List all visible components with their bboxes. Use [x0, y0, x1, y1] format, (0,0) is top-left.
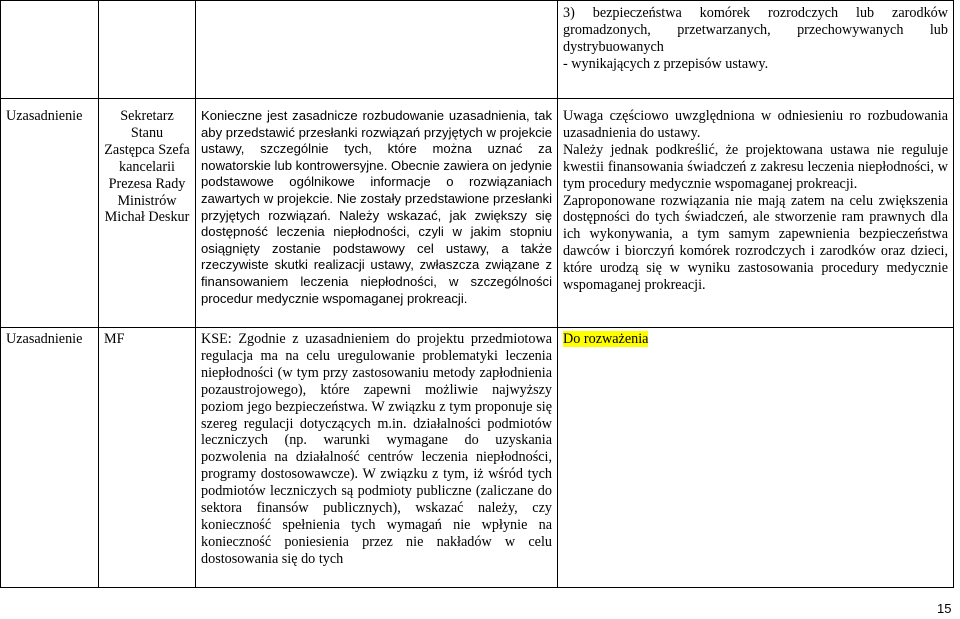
type-cell: Uzasadnienie	[1, 328, 99, 588]
table-row	[1, 99, 954, 328]
comment-cell: Konieczne jest zasadnicze rozbudowanie uzasadnienia, tak aby przedstawić przesłanki rozwiązań przyjętych w projekcie ustawy, szczególnie tych, które można uznać za nowatorskie lub kontrowersyjne. Obecnie zawiera on jedynie podstawowe ogólnikowe informacje o rozwiązaniach zawartych w projekcie. Nie zostały przedstawione przesłanki przyjętych rozwiązań. Należy wskazać, jak zwiększy się dostępność leczenia niepłodności, czyli w jakim stopniu osiągnięty zostanie podstawowy cel ustawy, a także rzeczywiste skutki realizacji ustawy, zwłaszcza związane z finansowaniem leczenia niepłodności, w szczególności procedur medycznie wspomaganej prokreacji.	[196, 99, 558, 328]
response-cell-continuation	[558, 1, 954, 99]
response-cell	[558, 328, 954, 588]
page-number: 15	[937, 601, 952, 616]
response-paragraph: Uwaga częściowo uwzględniona w odniesieniu ro rozbudowania uzasadnienia do ustawy.	[563, 108, 948, 141]
empty-cell-organization	[99, 1, 196, 99]
type-cell: Uzasadnienie	[1, 99, 99, 328]
highlighted-response: Do rozważenia	[563, 331, 649, 347]
organization-cell: Sekretarz Stanu Zastępca Szefa kancelarii Prezesa Rady Ministrów Michał Deskur	[99, 99, 196, 328]
response-paragraph: - wynikających z przepisów ustawy.	[563, 55, 769, 72]
organization-cell: MF	[99, 328, 196, 588]
empty-cell-type	[1, 1, 99, 99]
response-cell	[558, 99, 954, 328]
response-paragraph: Należy jednak podkreślić, że projektowana ustawa nie reguluje kwestii finansowania świadczeń z zakresu leczenia niepłodności, w tym procedury medycznie wspomaganej prokreacji.	[563, 141, 948, 192]
empty-cell-comment	[196, 1, 558, 99]
comment-cell: KSE: Zgodnie z uzasadnieniem do projektu przedmiotowa regulacja ma na celu uregulowanie problematyki leczenia niepłodności (w tym przy zastosowaniu metody zapłodnienia pozaustrojowego), które zapewni możliwie najwyższy poziom jego bezpieczeństwa. W związku z tym proponuje się szereg regulacji dotyczących m.in. działalności podmiotów leczniczych (np. warunki wymagane do uzyskania pozwolenia na działalność centrów leczenia niepłodności, programy dostosowawcze). W związku z tym, iż wśród tych podmiotów leczniczych są podmioty publiczne (zaliczane do sektora finansów publicznych), wskazać należy, czy konieczność spełnienia tych wymagań nie wpłynie na konieczność poniesienia przez nie nakładów w celu dostosowania się do tych	[196, 328, 558, 588]
response-paragraph: Zaproponowane rozwiązania nie mają zatem na celu zwiększenia dostępności do tych świadczeń, ale stworzenie ram prawnych dla ich wykonywania, a tym samym zapewnienia bezpieczeństwa dawców i biorczyń komórek rozrodczych i zarodków oraz dzieci, które urodzą się w wyniku zastosowania procedury medycznie wspomaganej prokreacji.	[563, 192, 948, 294]
table-row-continuation	[1, 1, 954, 99]
table-row	[1, 328, 954, 588]
response-paragraph: 3) bezpieczeństwa komórek rozrodczych lub zarodków gromadzonych, przetwarzanych, przechowywanych lub dystrybuowanych	[563, 5, 948, 55]
